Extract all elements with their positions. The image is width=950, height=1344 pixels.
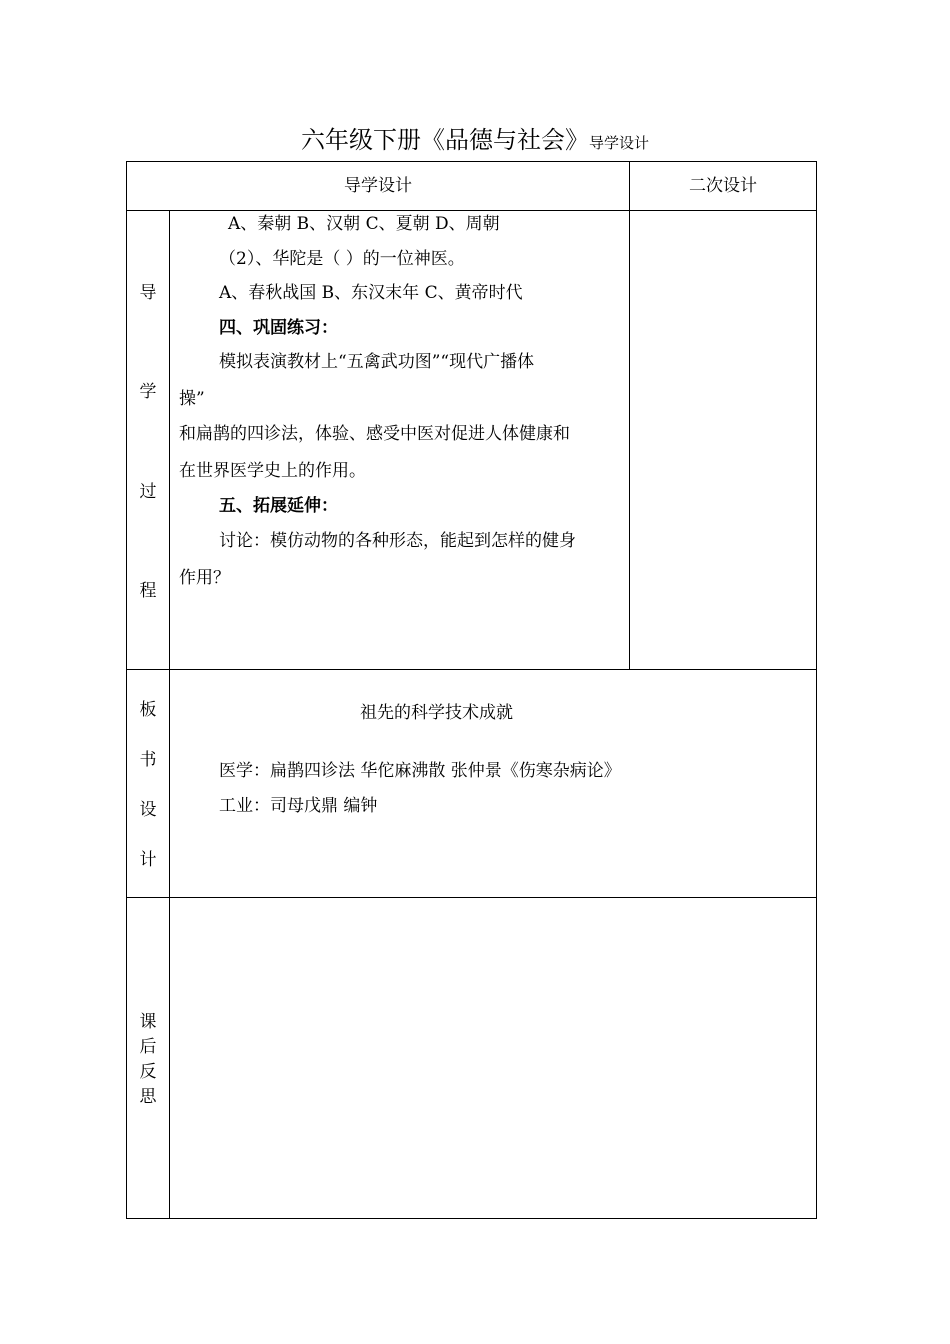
header-main: 导学设计 [344, 176, 412, 196]
question-2: （2）、华陀是（ ）的一位神医。 [219, 249, 465, 269]
body-text: 作用？ [179, 568, 230, 588]
page-title [0, 120, 950, 155]
side-char: 书 [139, 750, 157, 770]
side-char: 课 [139, 1012, 157, 1032]
section-heading-practice: 四、巩固练习： [219, 318, 338, 338]
question-options-2: A、春秋战国 B、东汉末年 C、黄帝时代 [219, 283, 523, 303]
body-text: 和扁鹊的四诊法，体验、感受中医对促进人体健康和 [179, 424, 570, 444]
side-char: 导 [139, 283, 157, 303]
side-char: 计 [139, 850, 157, 870]
side-char: 程 [139, 581, 157, 601]
section-heading-extension: 五、拓展延伸： [219, 496, 338, 516]
side-char: 后 [139, 1037, 157, 1057]
body-text: 讨论：模仿动物的各种形态，能起到怎样的健身 [219, 531, 576, 551]
question-options-1: A、秦朝 B、汉朝 C、夏朝 D、周朝 [228, 214, 500, 234]
side-char: 过 [139, 482, 157, 502]
body-text: 在世界医学史上的作用。 [179, 461, 366, 481]
title-main: 六年级下册《品德与社会》 [300, 126, 589, 154]
board-line-industry: 工业：司母戊鼎 编钟 [219, 796, 378, 816]
side-char: 学 [139, 382, 157, 402]
side-char: 板 [139, 700, 157, 720]
title-sub: 导学设计 [588, 134, 649, 152]
body-text: 操” [179, 389, 205, 409]
board-line-medicine: 医学：扁鹊四诊法 华佗麻沸散 张仲景《伤寒杂病论》 [219, 761, 621, 781]
side-char: 思 [139, 1087, 157, 1107]
header-second: 二次设计 [689, 176, 757, 196]
side-char: 设 [139, 800, 157, 820]
body-text: 模拟表演教材上“五禽武功图”“现代广播体 [219, 352, 535, 372]
board-heading: 祖先的科学技术成就 [360, 703, 513, 723]
side-char: 反 [139, 1062, 157, 1082]
